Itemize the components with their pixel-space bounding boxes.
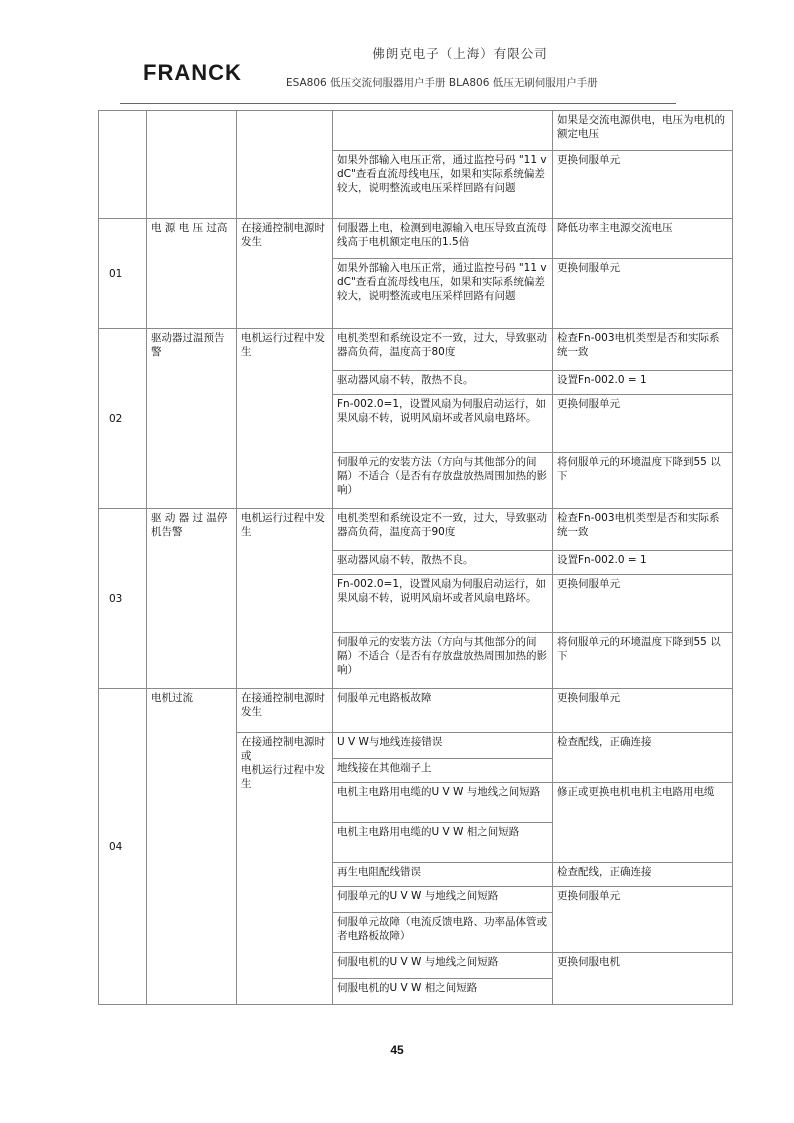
- fault-cause: 伺服单元的U V W 与地线之间短路: [333, 887, 553, 913]
- fault-cause: 电机主电路用电缆的U V W 相之间短路: [333, 823, 553, 863]
- fault-action: 更换伺服单元: [553, 575, 733, 633]
- table-row: [99, 509, 733, 551]
- alarm-name: [147, 111, 237, 219]
- fault-cause: 再生电阻配线错误: [333, 863, 553, 887]
- alarm-name: 驱 动 器 过 温停机告警: [147, 509, 237, 689]
- alarm-number: [99, 111, 147, 219]
- fault-action: 更换伺服单元: [553, 395, 733, 453]
- alarm-timing: 电机运行过程中发生: [237, 329, 333, 509]
- alarm-name: 电机过流: [147, 689, 237, 1005]
- fault-cause: [333, 111, 553, 151]
- fault-cause: 地线接在其他端子上: [333, 759, 553, 783]
- fault-action: 将伺服单元的环境温度下降到55 以下: [553, 453, 733, 509]
- alarm-timing: [237, 111, 333, 219]
- fault-action: 如果是交流电源供电，电压为电机的额定电压: [553, 111, 733, 151]
- fault-action: 更换伺服单元: [553, 887, 733, 953]
- fault-action: 更换伺服单元: [553, 689, 733, 733]
- alarm-number: 01: [99, 219, 147, 329]
- alarm-number: 03: [99, 509, 147, 689]
- alarm-timing: 在接通控制电源时发生: [237, 219, 333, 329]
- fault-action: 设置Fn-002.0 = 1: [553, 371, 733, 395]
- fault-action: 将伺服单元的环境温度下降到55 以下: [553, 633, 733, 689]
- fault-cause: 伺服电机的U V W 相之间短路: [333, 979, 553, 1005]
- fault-action: 检查Fn-003电机类型是否和实际系统一致: [553, 509, 733, 551]
- fault-table: [98, 110, 733, 1005]
- fault-cause: 电机类型和系统设定不一致，过大，导致驱动器高负荷，温度高于80度: [333, 329, 553, 371]
- fault-action: 设置Fn-002.0 = 1: [553, 551, 733, 575]
- fault-cause: 电机主电路用电缆的U V W 与地线之间短路: [333, 783, 553, 823]
- fault-action: 更换伺服单元: [553, 259, 733, 329]
- fault-cause: 伺服电机的U V W 与地线之间短路: [333, 953, 553, 979]
- table-row: [99, 219, 733, 259]
- manual-title: ESA806 低压交流伺服器用户手册 BLA806 低压无刷伺服用户手册: [286, 77, 598, 89]
- table-row: [99, 111, 733, 151]
- fault-cause: 伺服单元的安装方法（方向与其他部分的间隔）不适合（是否有存放盘放热周围加热的影响）: [333, 453, 553, 509]
- fault-cause: 电机类型和系统设定不一致，过大，导致驱动器高负荷，温度高于90度: [333, 509, 553, 551]
- fault-cause: 伺服单元的安装方法（方向与其他部分的间隔）不适合（是否有存放盘放热周围加热的影响）: [333, 633, 553, 689]
- fault-cause: 伺服器上电，检测到电源输入电压导致直流母线高于电机额定电压的1.5倍: [333, 219, 553, 259]
- alarm-name: 电 源 电 压 过高: [147, 219, 237, 329]
- fault-cause: 伺服单元电路板故障: [333, 689, 553, 733]
- alarm-name: 驱动器过温预告警: [147, 329, 237, 509]
- fault-cause: Fn-002.0=1，设置风扇为伺服启动运行，如果风扇不转，说明风扇坏或者风扇电路坏。: [333, 395, 553, 453]
- fault-action: 检查配线，正确连接: [553, 733, 733, 783]
- fault-cause: 伺服单元故障（电流反馈电路、功率晶体管或者电路板故障）: [333, 913, 553, 953]
- fault-cause: Fn-002.0=1，设置风扇为伺服启动运行，如果风扇不转，说明风扇坏或者风扇电路坏。: [333, 575, 553, 633]
- alarm-number: 04: [99, 689, 147, 1005]
- fault-action: 更换伺服单元: [553, 151, 733, 219]
- fault-action: 修正或更换电机电机主电路用电缆: [553, 783, 733, 863]
- fault-cause: 驱动器风扇不转，散热不良。: [333, 371, 553, 395]
- fault-cause: 驱动器风扇不转，散热不良。: [333, 551, 553, 575]
- alarm-timing: 在接通控制电源时发生: [237, 689, 333, 733]
- fault-action: 降低功率主电源交流电压: [553, 219, 733, 259]
- alarm-number: 02: [99, 329, 147, 509]
- fault-cause: 如果外部输入电压正常，通过监控号码 "11 vdC"查看直流母线电压，如果和实际系统偏差较大，说明整流或电压采样回路有问题: [333, 259, 553, 329]
- fault-action: 更换伺服电机: [553, 953, 733, 1005]
- fault-action: 检查Fn-003电机类型是否和实际系统一致: [553, 329, 733, 371]
- page-number: 45: [390, 1043, 404, 1057]
- fault-action: 检查配线，正确连接: [553, 863, 733, 887]
- table-row: [99, 329, 733, 371]
- company-name: 佛朗克电子（上海）有限公司: [372, 46, 548, 61]
- table-row: [99, 689, 733, 733]
- company-logo: FRANCK: [143, 60, 242, 85]
- fault-cause: U V W与地线连接错误: [333, 733, 553, 759]
- header-divider: [120, 103, 676, 104]
- fault-cause: 如果外部输入电压正常，通过监控号码 "11 vdC"查看直流母线电压，如果和实际系统偏差较大，说明整流或电压采样回路有问题: [333, 151, 553, 219]
- alarm-timing: 在接通控制电源时 或 电机运行过程中发生: [237, 733, 333, 1005]
- alarm-timing: 电机运行过程中发生: [237, 509, 333, 689]
